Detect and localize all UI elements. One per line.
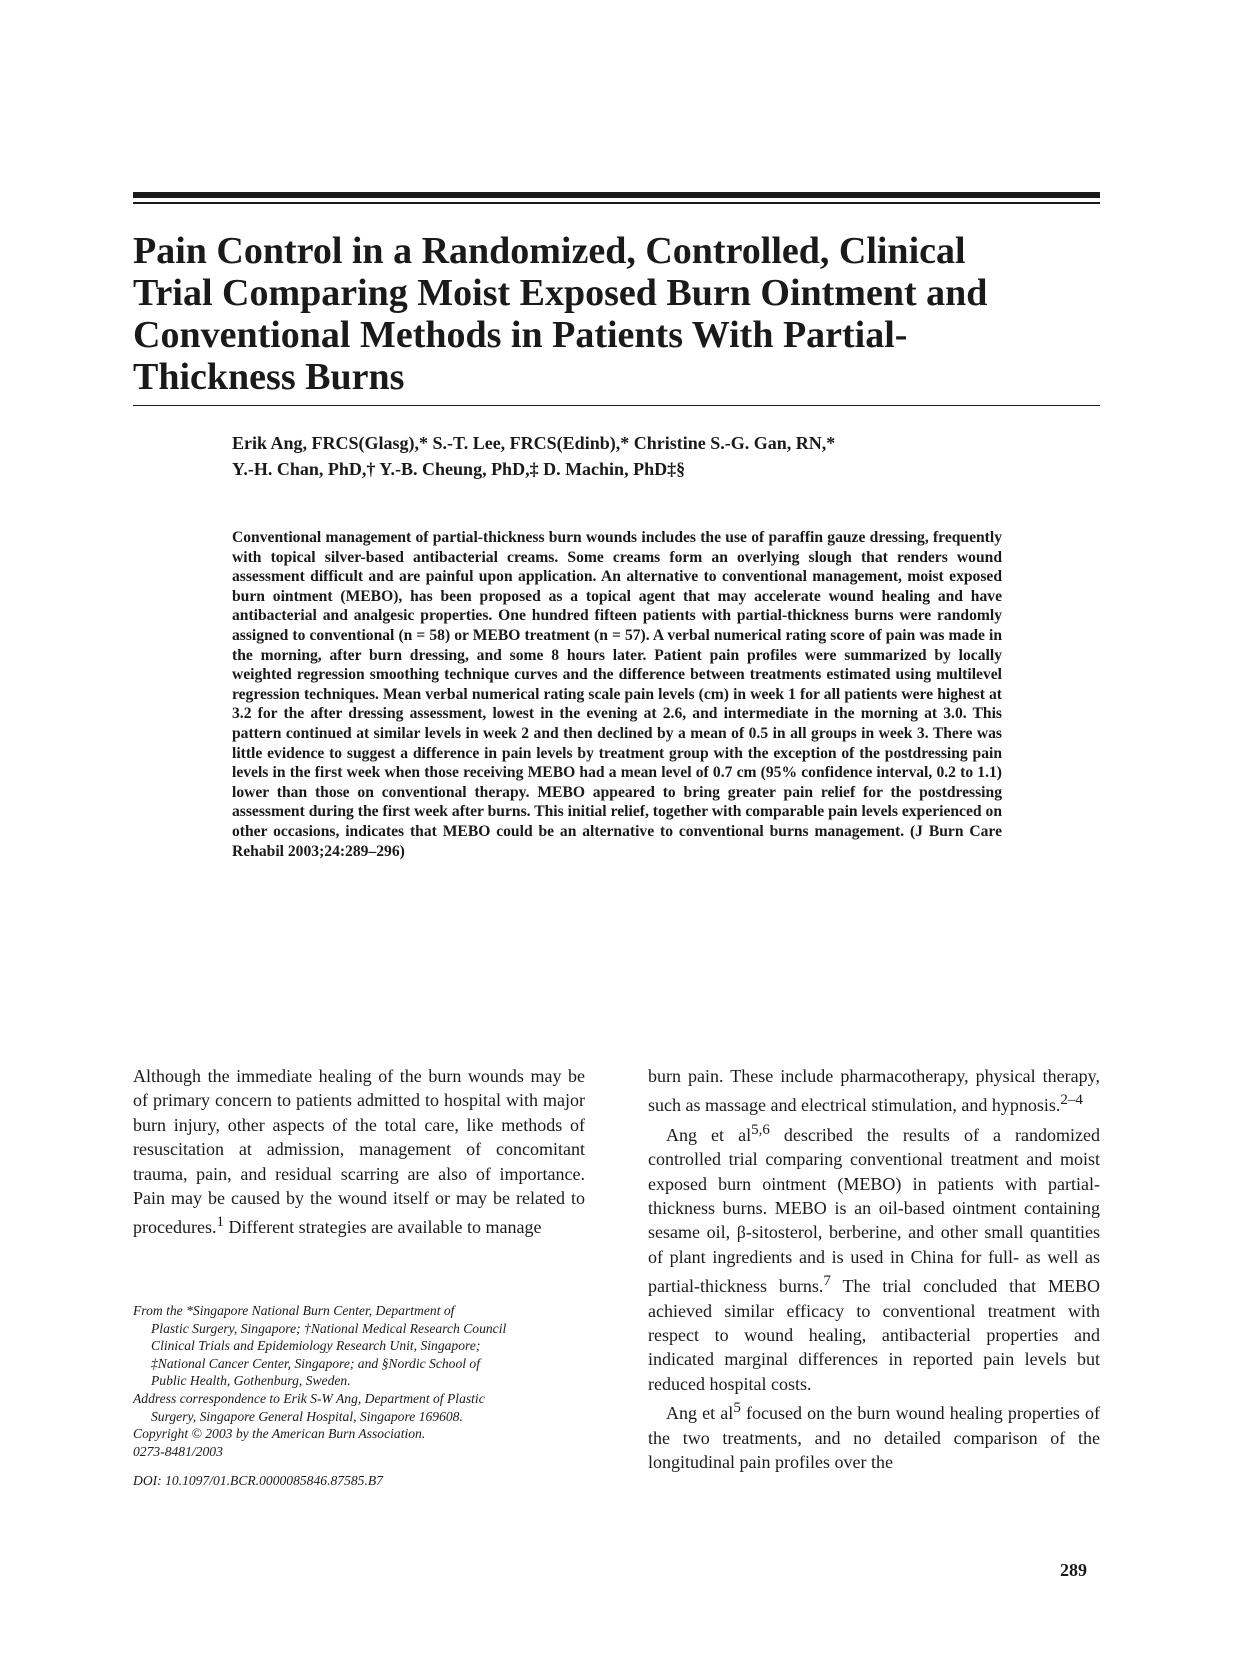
text-run: burn pain. These include pharmacotherapy, physical therapy, such as massage and electrical stimulation, and hypnosis. (648, 1066, 1100, 1116)
footnote-line: Copyright © 2003 by the American Burn Association. (133, 1426, 426, 1442)
author-line: Erik Ang, FRCS(Glasg),* S.-T. Lee, FRCS(Edinb),* Christine S.-G. Gan, RN,* (232, 433, 836, 453)
author-list (232, 430, 1092, 482)
footnote-line: From the *Singapore National Burn Center, Department of (133, 1303, 455, 1318)
affiliation-footnote (133, 1302, 603, 1490)
citation-ref: 7 (823, 1273, 831, 1290)
footnote-line: Public Health, Gothenburg, Sweden. (151, 1373, 351, 1389)
footnote-line: Plastic Surgery, Singapore; †National Medical Research Council (151, 1320, 507, 1336)
text-run: Different strategies are available to manage (223, 1217, 542, 1238)
footnote-line: Address correspondence to Erik S-W Ang, Department of Plastic (133, 1390, 485, 1406)
citation-ref: 2–4 (1060, 1092, 1083, 1109)
citation-ref: 5,6 (751, 1121, 770, 1138)
body-paragraph (648, 1118, 1100, 1396)
citation-ref: 1 (216, 1214, 224, 1231)
text-run: The trial concluded that MEBO achieved similar efficacy to conventional treatment with respect to wound healing, antibacterial properties and indicated marginal differences in reported pain levels but reduced hospital costs. (648, 1276, 1100, 1394)
title-line: Conventional Methods in Patients With Partial- (133, 314, 908, 356)
footnote-line: ‡National Cancer Center, Singapore; and §Nordic School of (151, 1355, 480, 1371)
article-title (133, 230, 1093, 398)
text-run: Ang et al (666, 1124, 752, 1145)
page-number: 289 (1060, 1560, 1087, 1580)
doi: DOI: 10.1097/01.BCR.0000085846.87585.B7 (133, 1473, 383, 1489)
body-paragraph (648, 1396, 1100, 1474)
header-rule-thick (133, 192, 1100, 198)
footnote-line: Clinical Trials and Epidemiology Research Unit, Singapore; (151, 1338, 481, 1354)
title-rule (133, 405, 1100, 406)
abstract: Conventional management of partial-thickness burn wounds includes the use of paraffin gauze dressing, frequently with topical silver-based antibacterial creams. Some creams form an overlying slough that renders wound assessment difficult and are painful upon application. An alternative to conventional management, moist exposed burn ointment (MEBO), has been proposed as a topical agent that may accelerate wound healing and have antibacterial and analgesic properties. One hundred fifteen patients with partial-thickness burns were randomly assigned to conventional (n = 58) or MEBO treatment (n = 57). A verbal numerical rating score of pain was made in the morning, after burn dressing, and some 8 hours later. Patient pain profiles were summarized by locally weighted regression smoothing technique curves and the difference between treatments estimated using multilevel regression techniques. Mean verbal numerical rating scale pain levels (cm) in week 1 for all patients were highest at 3.2 for the after dressing assessment, lowest in the evening at 2.6, and intermediate in the morning at 3.0. This pattern continued at similar levels in week 2 and then declined by a mean of 0.5 in all groups in week 3. There was little evidence to suggest a difference in pain levels by treatment group with the exception of the postdressing pain levels in the first week when those receiving MEBO had a mean level of 0.7 cm (95% confidence interval, 0.2 to 1.1) lower than those on conventional therapy. MEBO appeared to bring greater pain relief for the postdressing assessment during the first week after burns. This initial relief, together with comparable pain levels experienced on other occasions, indicates that MEBO could be an alternative to conventional burns management. (J Burn Care Rehabil 2003;24:289–296) (232, 529, 1002, 860)
citation-ref: 5 (733, 1400, 741, 1417)
header-rule-thin (133, 202, 1100, 204)
title-line: Trial Comparing Moist Exposed Burn Ointment and (133, 272, 988, 314)
footnote-line: 0273-8481/2003 (133, 1443, 223, 1459)
text-run: described the results of a randomized controlled trial comparing conventional treatment and moist exposed burn ointment (MEBO) in patients with partial-thickness burns. MEBO is an oil-based ointment containing sesame oil, β-sitosterol, berberine, and other small quantities of plant ingredients and is used in China for full- as well as partial-thickness burns. (648, 1124, 1100, 1297)
text-run: focused on the burn wound healing properties of the two treatments, and no detailed comparison of the longitudinal pain profiles over the (648, 1403, 1100, 1473)
title-line: Thickness Burns (133, 356, 405, 398)
text-run: Although the immediate healing of the burn wounds may be of primary concern to patients admitted to hospital with major burn injury, other aspects of the total care, like methods of resuscitation at admission, management of concomitant trauma, pain, and residual scarring are also of importance. Pain may be caused by the wound itself or may be related to procedures. (133, 1066, 585, 1238)
body-paragraph (648, 1064, 1100, 1118)
author-line: Y.-H. Chan, PhD,† Y.-B. Cheung, PhD,‡ D. Machin, PhD‡§ (232, 459, 686, 479)
title-line: Pain Control in a Randomized, Controlled, Clinical (133, 230, 966, 272)
footnote-line: Surgery, Singapore General Hospital, Singapore 169608. (151, 1408, 463, 1424)
body-column-right (648, 1064, 1100, 1475)
body-paragraph (133, 1064, 585, 1240)
body-column-left (133, 1064, 585, 1240)
text-run: Ang et al (666, 1403, 734, 1424)
